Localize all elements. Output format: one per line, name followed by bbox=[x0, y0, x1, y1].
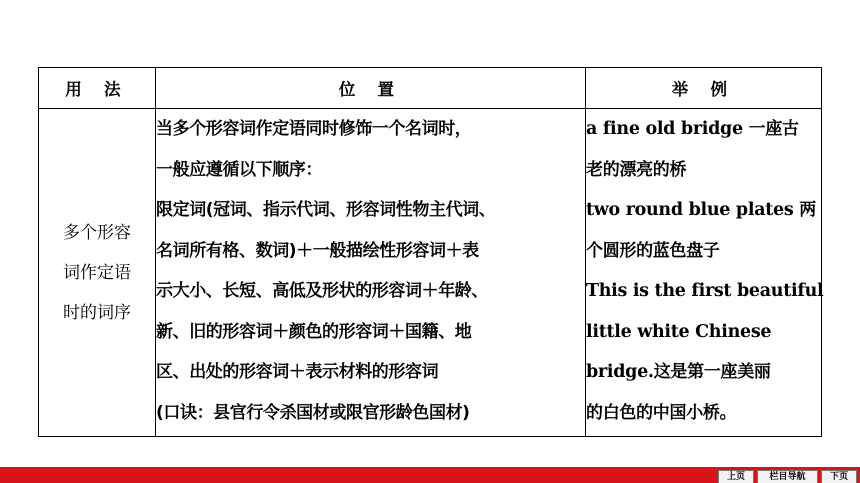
example-line bbox=[586, 271, 824, 312]
next-page-button[interactable]: 下页 bbox=[821, 470, 857, 483]
position-line: 示大小、长短、高低及形状的形容词＋年龄、 bbox=[156, 281, 488, 301]
example-line bbox=[586, 312, 821, 353]
example-chinese: 两 bbox=[799, 200, 816, 220]
usage-line: 时的词序 bbox=[63, 302, 131, 323]
position-cell bbox=[156, 109, 586, 437]
position-line: 限定词(冠词、指示代词、形容词性物主代词、 bbox=[156, 200, 496, 220]
example-english: little white Chinese bbox=[586, 321, 772, 342]
example-cell bbox=[586, 109, 822, 437]
table-row bbox=[39, 109, 822, 437]
position-line: 区、出处的形容词＋表示材料的形容词 bbox=[156, 362, 439, 382]
header-position: 位 置 bbox=[156, 68, 586, 109]
usage-line: 多个形容 bbox=[63, 222, 131, 243]
example-english: This is the first beautiful bbox=[586, 281, 824, 301]
table-header-row bbox=[39, 68, 822, 109]
position-line: 名词所有格、数词)＋一般描绘性形容词＋表 bbox=[156, 240, 479, 261]
header-usage: 用 法 bbox=[39, 68, 156, 109]
section-nav-button[interactable]: 栏目导航 bbox=[757, 470, 818, 483]
example-chinese: 这是第一座美丽 bbox=[653, 362, 771, 382]
position-line: 当多个形容词作定语同时修饰一个名词时， bbox=[156, 119, 472, 139]
example-english: two round blue plates bbox=[586, 200, 800, 220]
example-line bbox=[586, 190, 821, 231]
header-example: 举 例 bbox=[586, 68, 822, 109]
example-chinese: 一座古 bbox=[748, 119, 799, 139]
grammar-table bbox=[38, 67, 822, 437]
position-line: 新、旧的形容词＋颜色的形容词＋国籍、地 bbox=[156, 321, 472, 342]
example-chinese: 老的漂亮的桥 bbox=[586, 159, 687, 180]
example-line bbox=[586, 231, 821, 272]
position-line: 一般应遵循以下顺序： bbox=[156, 159, 322, 180]
example-line bbox=[586, 109, 821, 150]
example-line bbox=[586, 393, 821, 434]
position-line: (口诀：县官行令杀国材或限官形龄色国材) bbox=[156, 402, 470, 423]
example-line bbox=[586, 352, 821, 393]
example-line bbox=[586, 150, 821, 191]
example-english: bridge. bbox=[586, 362, 654, 382]
example-chinese: 个圆形的蓝色盘子 bbox=[586, 240, 720, 261]
usage-cell bbox=[39, 109, 156, 437]
prev-page-button[interactable]: 上页 bbox=[718, 470, 754, 483]
example-chinese: 的白色的中国小桥。 bbox=[586, 402, 737, 423]
example-english: a fine old bridge bbox=[586, 119, 749, 139]
usage-line: 词作定语 bbox=[63, 262, 131, 283]
